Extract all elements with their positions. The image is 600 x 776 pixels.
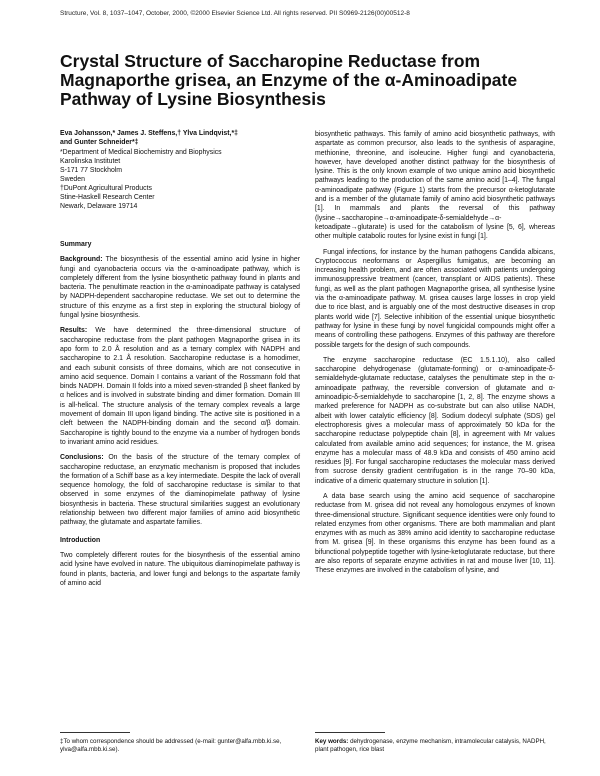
journal-citation-header: Structure, Vol. 8, 1037–1047, October, 2000, ©2000 Elsevier Science Ltd. All rights reserved. PII S0969-2126(00)00512-8 (60, 10, 410, 17)
results-label: Results: (60, 327, 88, 335)
article-title: Crystal Structure of Saccharopine Reductase from Magnaporthe grisea, an Enzyme of the α-Aminoadipate Pathway of Lysine Biosynthesis (60, 51, 518, 109)
body-paragraph: biosynthetic pathways. This family of amino acid biosynthetic pathways, with aspartate as common precursor, also leads to the synthesis of asparagine, methionine, threonine, and isoleucine. Higher fungi and cyanobacteria, however, have developed another distinct pathway for the biosynthesis of lysine. This is the only known example of two unique amino acid biosynthetic pathways leading to the production of the same amino acid [1–4]. The fungal α-aminoadipate pathway (Figure 1) starts from the precursor α-ketoglutarate and is a member of the glutamate family of amino acid biosynthetic pathways [1]. In mammals and plants the reversal of this pathway (lysine→saccharopine→α-aminoadipate-δ-semialdehyde→α-ketoadipate→glutarate) is used for the catabolism of lysine [5, 6], whereas other multiple catabolic routes for lysine exist in fungi [1]. (315, 131, 555, 241)
correspondence-footnote: ‡To whom correspondence should be addressed (e-mail: gunter@alfa.mbb.ki.se, ylva@alfa.mbb.ki.se). (60, 738, 282, 753)
results-text: We have determined the three-dimensional structure of saccharopine reductase from the plant pathogen Magnaporthe grisea in its apo form to 2.0 Å resolution and as a ternary complex with NADPH and saccharopine to 2.1 Å resolution. Saccharopine reductase is a homodimer, and each subunit consists of three domains, which are not consecutive in amino acid sequence. Domain I contains a variant of the Rossmann fold that binds NADPH. Domain II folds into a mixed seven-stranded β sheet flanked by α helices and is involved in substrate binding and dimer formation. Domain III is all-helical. The structure analysis of the ternary complex reveals a large movement of domain III upon ligand binding. The active site is positioned in a cleft between the NADPH-binding domain and the second α/β domain. Saccharopine is tightly bound to the enzyme via a number of hydrogen bonds to invariant amino acid residues. (60, 327, 300, 446)
background-text: The biosynthesis of the essential amino acid lysine in higher fungi and cyanobacteria occurs via the α-aminoadipate pathway, which is completely different from the lysine biosynthetic pathway found in plants and bacteria. The penultimate reaction in the α-aminoadipate pathway is catalysed by NADPH-dependent saccharopine reductase. We set out to determine the structure of this enzyme as a first step in exploring the structural biology of fungal lysine biosynthesis. (60, 256, 300, 320)
body-paragraph: Fungal infections, for instance by the human pathogens Candida albicans, Cryptococcus neoformans or Aspergillus fumigatus, are becoming an increasing health problem, and are often associated with patients undergoing immunosuppressive treatment (cancer, transplant or AIDS patients). These fungi, as well as the plant pathogen Magnaporthe grisea, all synthesise lysine via the α-aminoadipate pathway. M. grisea causes large losses in crop yield due to rice blast, and is arguably one of the most destructive diseases in crop plants world wide [7]. Selective inhibition of the essential unique biosynthetic pathway for lysine in these fungi by novel fungicidal compounds might offer a means of controlling these pathogens. Enzymes of this pathway are therefore possible targets for the design of such compounds. (315, 248, 555, 349)
keywords-label: Key words: (315, 738, 349, 745)
affiliation-line: Sweden (60, 176, 85, 183)
background-paragraph (60, 255, 300, 320)
keywords (315, 738, 555, 754)
author-list (60, 130, 300, 148)
affiliation-line: †DuPont Agricultural Products (60, 185, 152, 192)
affiliation-line: Newark, Delaware 19714 (60, 203, 138, 210)
affiliation-line: S-171 77 Stockholm (60, 167, 123, 174)
background-label: Background: (60, 256, 103, 264)
conclusions-text: On the basis of the structure of the ternary complex of saccharopine reductase, an enzymatic mechanism is proposed that includes the formation of a Schiff base as a key intermediate. Despite the lack of overall sequence homology, the fold of saccharopine reductase is similar to that observed in some enzymes of the diaminopimelate pathway of lysine biosynthesis in bacteria. These structural similarities suggest an evolutionary relationship between two different major families of amino acid biosynthetic pathway, the glutamate and aspartate families. (60, 454, 300, 527)
introduction-paragraph: Two completely different routes for the biosynthesis of the essential amino acid lysine have evolved in nature. The ubiquitous diaminopimelate pathway is found in plants, bacteria, and lower fungi and belongs to the aspartate family of amino acid (60, 551, 300, 587)
affiliation-line: *Department of Medical Biochemistry and Biophysics (60, 149, 222, 156)
author-line: and Gunter Schneider*‡ (60, 138, 139, 146)
affiliation-line: Stine-Haskell Research Center (60, 194, 155, 201)
results-paragraph (60, 326, 300, 447)
right-column (315, 130, 555, 582)
conclusions-paragraph (60, 453, 300, 527)
introduction-heading: Introduction (60, 536, 101, 544)
body-paragraph: A data base search using the amino acid sequence of saccharopine reductase from M. grisea did not reveal any homologous enzymes of known three-dimensional structure. Significant sequence identities were only found to related enzymes from other organisms. There are both mammalian and plant enzymes with as much as 38% amino acid identity to saccharopine reductase from M. grisea [9]. In these organisms this enzyme has been found as a bifunctional polypeptide together with lysine-ketoglutarate reductase, but there are also reports of separate enzyme activities in rat and mouse liver [10, 11]. These enzymes are involved in the catabolism of lysine, and (315, 492, 555, 575)
body-paragraph: The enzyme saccharopine reductase (EC 1.5.1.10), also called saccharopine dehydrogenase (glutamate-forming) or α-aminoadipate-δ-semialdehyde-glutamate reductase, catalyses the penultimate step in the α-aminoadipate pathway, the reversible conversion of glutamate and α-aminoadipic-δ-semialdehyde to saccharopine [1, 2, 8]. The enzyme shows a marked preference for NADPH as co-substrate but can also utilise NADH, albeit with lower catalytic efficiency [8]. Sodium dodecyl sulphate (SDS) gel electrophoresis gives a molecular mass of approximately 50 kDa for the saccharopine reductase polypeptide chain [8], in agreement with Mr values calculated from available amino acid sequences; for instance, the M. grisea enzyme has a molecular mass of 48.9 kDa and consists of 450 amino acid residues [9]. For fungal saccharopine reductases the molecular mass derived from sucrose density gradient centrifugation is in the range 70–90 kDa, indicative of a dimeric quaternary structure in solution [1]. (315, 356, 555, 485)
author-line: Eva Johansson,* James J. Steffens,† Ylva Lindqvist,*‡ (60, 130, 238, 137)
conclusions-label: Conclusions: (60, 454, 104, 462)
affiliation-line: Karolinska Institutet (60, 158, 121, 165)
summary-heading: Summary (60, 241, 92, 248)
keywords-divider (315, 732, 385, 733)
footnote-divider (60, 732, 130, 733)
left-column (60, 232, 300, 594)
keywords-text: dehydrogenase, enzyme mechanism, intramolecular catalysis, NADPH, plant pathogen, rice blast (315, 738, 546, 753)
affiliations (60, 148, 300, 211)
